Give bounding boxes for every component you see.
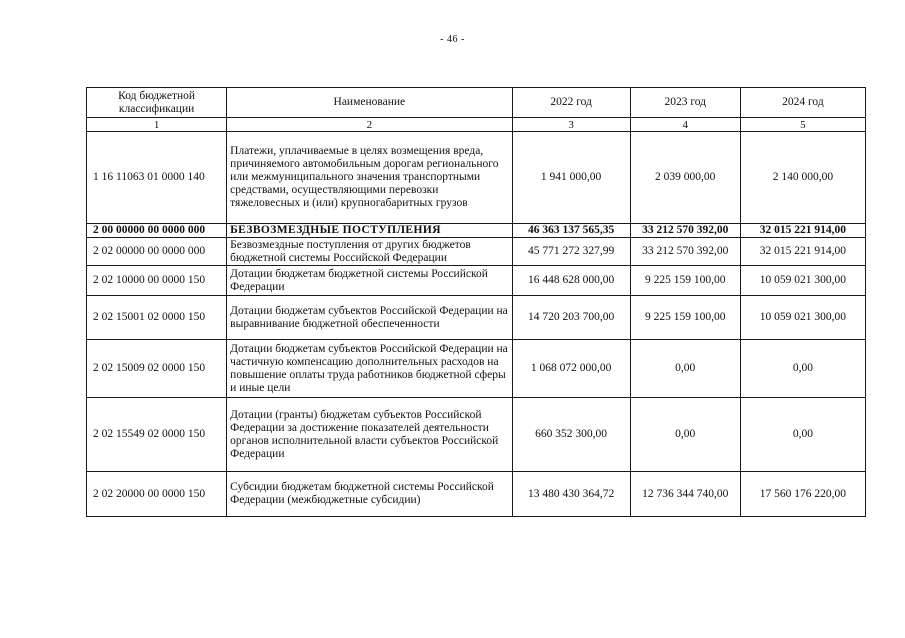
budget-revenue-table [86, 87, 866, 517]
row-code: 1 16 11063 01 0000 140 [87, 132, 227, 224]
row-code: 2 02 15009 02 0000 150 [87, 340, 227, 398]
table-row [87, 472, 866, 517]
row-name: Субсидии бюджетам бюджетной системы Российской Федерации (межбюджетные субсидии) [227, 472, 512, 517]
header-year-2023: 2023 год [630, 88, 740, 118]
row-name: Дотации бюджетам субъектов Российской Федерации на выравнивание бюджетной обеспеченности [227, 296, 512, 340]
column-number: 5 [740, 118, 865, 132]
row-value-2022: 46 363 137 565,35 [512, 224, 630, 238]
row-name: Дотации бюджетам субъектов Российской Федерации на частичную компенсацию дополнительных расходов на повышение оплаты труда работников бюджетной сферы и иные цели [227, 340, 512, 398]
row-value-2023: 33 212 570 392,00 [630, 238, 740, 266]
row-value-2023: 0,00 [630, 398, 740, 472]
row-value-2023: 2 039 000,00 [630, 132, 740, 224]
row-value-2022: 1 941 000,00 [512, 132, 630, 224]
column-number: 3 [512, 118, 630, 132]
table-row [87, 340, 866, 398]
row-value-2022: 1 068 072 000,00 [512, 340, 630, 398]
row-value-2024: 10 059 021 300,00 [740, 266, 865, 296]
row-value-2023: 0,00 [630, 340, 740, 398]
row-value-2022: 45 771 272 327,99 [512, 238, 630, 266]
header-year-2022: 2022 год [512, 88, 630, 118]
row-value-2023: 9 225 159 100,00 [630, 266, 740, 296]
row-value-2022: 16 448 628 000,00 [512, 266, 630, 296]
row-value-2023: 12 736 344 740,00 [630, 472, 740, 517]
row-value-2022: 13 480 430 364,72 [512, 472, 630, 517]
row-value-2024: 0,00 [740, 398, 865, 472]
header-name: Наименование [227, 88, 512, 118]
table-row [87, 238, 866, 266]
row-value-2024: 32 015 221 914,00 [740, 224, 865, 238]
table-row [87, 132, 866, 224]
row-value-2024: 0,00 [740, 340, 865, 398]
row-name: Безвозмездные поступления от других бюджетов бюджетной системы Российской Федерации [227, 238, 512, 266]
row-code: 2 02 15549 02 0000 150 [87, 398, 227, 472]
page-number: - 46 - [440, 34, 465, 45]
row-code: 2 02 20000 00 0000 150 [87, 472, 227, 517]
column-number-row [87, 118, 866, 132]
row-value-2022: 660 352 300,00 [512, 398, 630, 472]
row-code: 2 02 00000 00 0000 000 [87, 238, 227, 266]
table-row [87, 266, 866, 296]
row-value-2024: 32 015 221 914,00 [740, 238, 865, 266]
row-name: Дотации бюджетам бюджетной системы Российской Федерации [227, 266, 512, 296]
row-value-2024: 2 140 000,00 [740, 132, 865, 224]
row-name: БЕЗВОЗМЕЗДНЫЕ ПОСТУПЛЕНИЯ [227, 224, 512, 238]
row-value-2024: 17 560 176 220,00 [740, 472, 865, 517]
header-code: Код бюджетной классификации [87, 88, 227, 118]
table-row-total [87, 224, 866, 238]
row-code: 2 00 00000 00 0000 000 [87, 224, 227, 238]
row-value-2024: 10 059 021 300,00 [740, 296, 865, 340]
row-name: Платежи, уплачиваемые в целях возмещения вреда, причиняемого автомобильным дорогам регионального или межмуниципального значения транспортными средствами, осуществляющими перевозки тяжеловесных и (или) крупногабаритных грузов [227, 132, 512, 224]
row-value-2022: 14 720 203 700,00 [512, 296, 630, 340]
header-year-2024: 2024 год [740, 88, 865, 118]
row-value-2023: 33 212 570 392,00 [630, 224, 740, 238]
column-number: 4 [630, 118, 740, 132]
row-value-2023: 9 225 159 100,00 [630, 296, 740, 340]
table-row [87, 398, 866, 472]
row-code: 2 02 15001 02 0000 150 [87, 296, 227, 340]
column-number: 1 [87, 118, 227, 132]
row-name: Дотации (гранты) бюджетам субъектов Российской Федерации за достижение показателей деятельности органов исполнительной власти субъектов Российской Федерации [227, 398, 512, 472]
table-row [87, 296, 866, 340]
row-code: 2 02 10000 00 0000 150 [87, 266, 227, 296]
table-header-row [87, 88, 866, 118]
column-number: 2 [227, 118, 512, 132]
